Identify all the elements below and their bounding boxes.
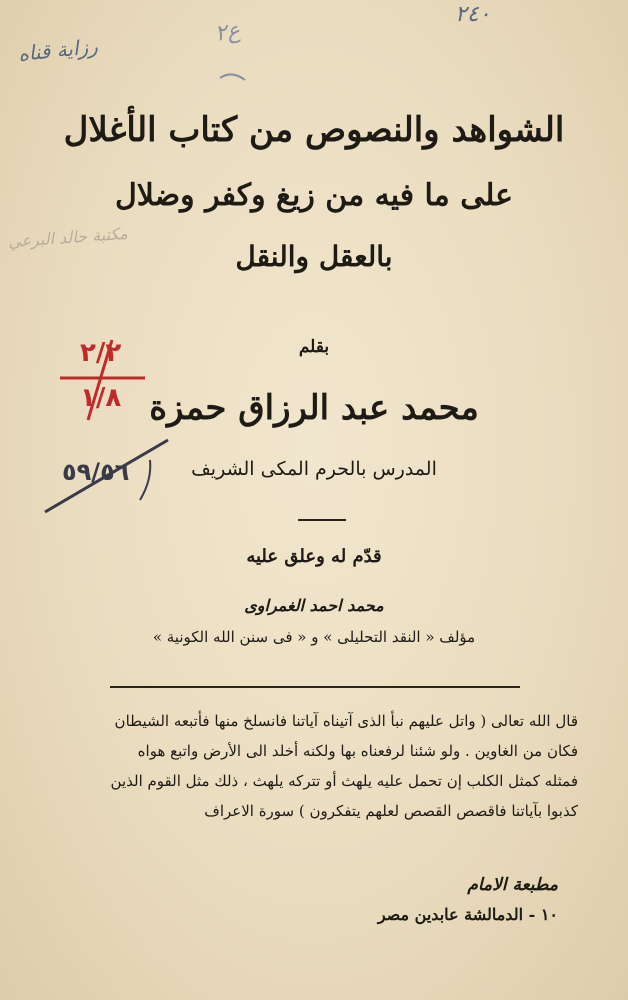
introduction-credit: قدّم له وعلق عليه [246,546,382,567]
catalog-number: ٥٩/٥٦ [62,458,130,486]
author-name: محمد عبد الرزاق حمزة [149,388,479,428]
handwritten-owner-note: رزاية قناه [16,33,99,67]
book-title: الشواهد والنصوص من كتاب الأغلال [63,110,565,150]
introducer-name: محمد احمد الغمراوى [244,596,384,615]
faded-library-stamp: مكتبة حالد البرعي [7,223,129,252]
quote-line: فكان من الغاوين . ولو شئنا لرفعناه بها ولكنه أخلد الى الأرض واتبع هواه [137,742,578,760]
quote-line: فمثله كمثل الكلب إن تحمل عليه يلهث أو تتركه يلهث ، ذلك مثل القوم الذين [110,772,578,790]
handwritten-page-number: ٢٤٠ [455,2,491,27]
book-subtitle-2: بالعقل والنقل [235,240,393,273]
pencil-mark [220,74,245,80]
author-role: المدرس بالحرم المكى الشريف [191,458,437,480]
quote-line: قال الله تعالى ( واتل عليهم نبأ الذى آتيناه آياتنا فانسلخ منها فأتبعه الشيطان [114,712,578,730]
book-subtitle: على ما فيه من زيغ وكفر وضلال [114,178,514,213]
introducer-works: مؤلف « النقد التحليلى » و « فى سنن الله الكونية » [152,628,476,646]
catalog-bracket [140,460,150,500]
shelf-fraction-bottom: ١/٨ [80,383,122,413]
shelf-fraction-top: ٢/٢ [80,338,122,368]
red-slash [88,340,112,420]
printer-address: ١٠ - الدمالشة عابدين مصر [377,905,558,924]
handwritten-mark: ع٢ [213,18,242,47]
printer-name: مطبعة الامام [467,875,558,895]
quote-line: كذبوا بآياتنا فاقصص القصص لعلهم يتفكرون ) سورة الاعراف [204,802,578,820]
byline: بقلم [298,337,330,357]
